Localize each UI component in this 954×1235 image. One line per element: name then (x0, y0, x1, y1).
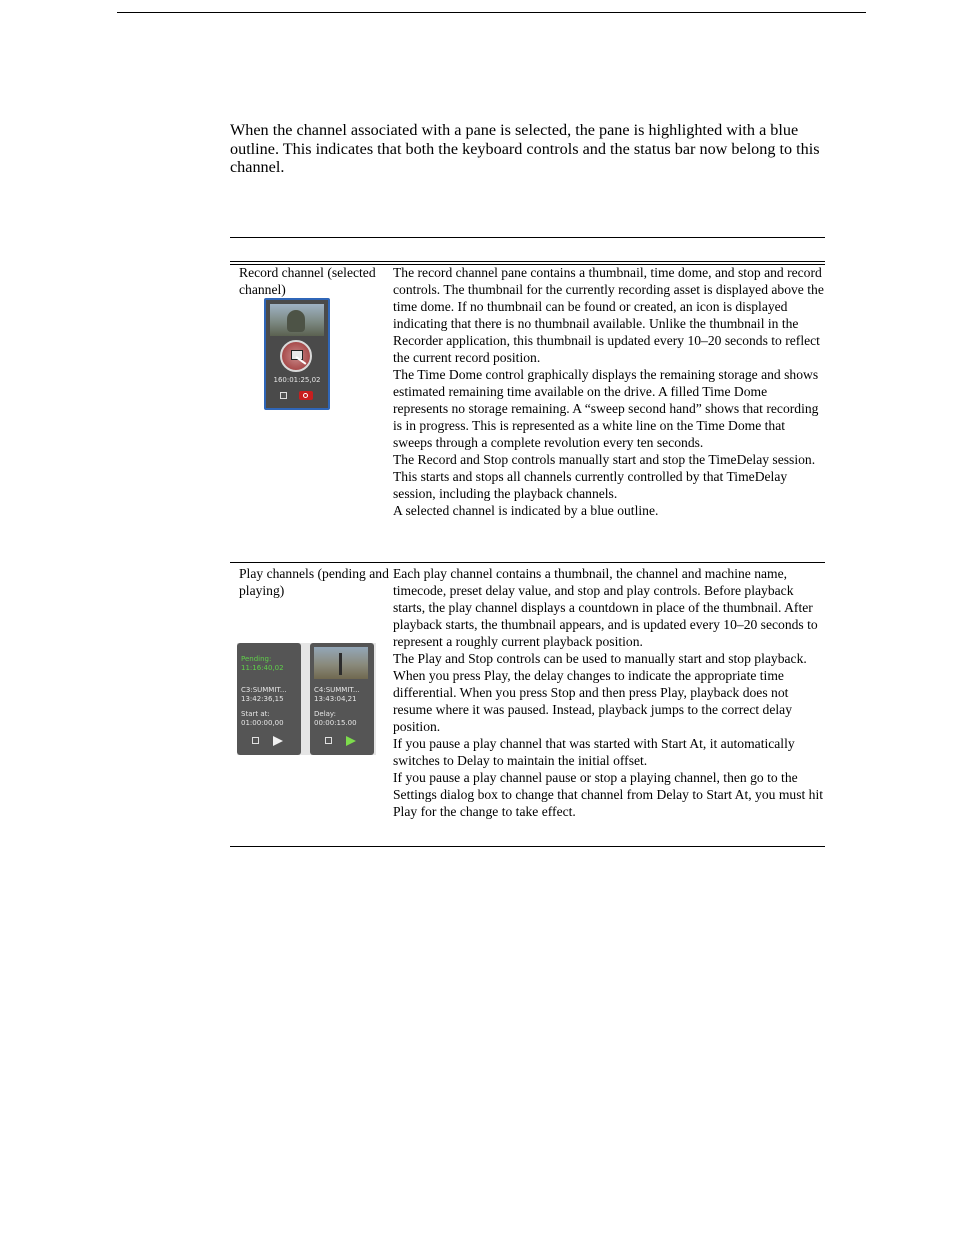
mode-label: Start at: (241, 710, 270, 718)
pending-status: Pending: (241, 655, 272, 663)
channel-name: C4:SUMMIT... (314, 686, 360, 694)
record-thumbnail (270, 304, 324, 336)
row-label-play: Play channels (pending and playing) (239, 566, 389, 598)
record-channel-pane[interactable] (264, 298, 330, 410)
time-dome-icon (280, 340, 312, 372)
play-button[interactable] (273, 736, 283, 746)
play-channel-pane-pending[interactable] (237, 643, 301, 755)
stop-button[interactable] (252, 737, 259, 744)
desc-paragraph: The record channel pane contains a thumbnail, time dome, and stop and record controls. The thumbnail for the currently recording asset is displayed above the time dome. If no thumbnail can be found or created, an icon is displayed indicating that there is no thumbnail available. Unlike the thumbnail in the Recorder application, this thumbnail is updated every 10–20 seconds to reflect the current record position. (393, 265, 824, 365)
channel-timecode: 13:43:04,21 (314, 694, 357, 703)
desc-paragraph: If you pause a play channel that was started with Start At, it automatically switches to Delay to maintain the initial offset. (393, 736, 795, 768)
table-bottom-rule (230, 846, 825, 847)
record-button[interactable] (299, 391, 313, 400)
desc-paragraph: A selected channel is indicated by a blue outline. (393, 503, 659, 518)
channel-name: C3:SUMMIT... (241, 686, 287, 694)
desc-paragraph: The Play and Stop controls can be used to manually start and stop playback. When you press Play, the delay changes to indicate the appropriate time differential. When you press Stop and then press Play, playback does not resume where it was paused. Instead, playback jumps to the correct delay position. (393, 651, 807, 734)
mode-value: 00:00:15.00 (314, 718, 357, 727)
stop-button[interactable] (325, 737, 332, 744)
mode-label: Delay: (314, 710, 336, 718)
header-rule (117, 12, 866, 13)
play-channel-pane-playing[interactable] (310, 643, 374, 755)
desc-paragraph: The Record and Stop controls manually start and stop the TimeDelay session. This starts and stops all channels currently controlled by that TimeDelay session, including the playback channels. (393, 452, 816, 501)
desc-paragraph: If you pause a play channel pause or stop a playing channel, then go to the Settings dialog box to change that channel from Delay to Start At, you must hit Play for the change to take effect. (393, 770, 824, 819)
table-top-rule (230, 237, 825, 238)
row-description-play (393, 565, 825, 820)
row-label-record: Record channel (selected channel) (239, 265, 376, 297)
pending-countdown: 11:16:40,02 (241, 663, 284, 672)
play-channels-image (237, 643, 376, 755)
row-divider (230, 562, 825, 563)
stop-button[interactable] (280, 392, 287, 399)
channel-timecode: 13:42:36,15 (241, 694, 284, 703)
playback-thumbnail (314, 647, 368, 679)
desc-paragraph: Each play channel contains a thumbnail, the channel and machine name, timecode, preset delay value, and stop and play controls. Before playback starts, the play channel displays a countdown in place of the thumbnail. After playback starts, the thumbnail appears, and is updated every 10–20 seconds to represent a roughly current playback position. (393, 566, 818, 649)
desc-paragraph: The Time Dome control graphically displays the remaining storage and shows estimated remaining time available on the drive. A filled Time Dome represents no storage remaining. A “sweep second hand” shows that recording is in progress. This is represented as a white line on the Time Dome that sweeps through a complete revolution every ten seconds. (393, 367, 819, 450)
row-description-record (393, 264, 825, 519)
mode-value: 01:00:00,00 (241, 718, 284, 727)
table-header-rule (230, 261, 825, 262)
record-timecode: 160:01:25,02 (273, 376, 321, 384)
intro-paragraph: When the channel associated with a pane is selected, the pane is highlighted with a blue outline. This indicates that both the keyboard controls and the status bar now belong to this channel. (230, 121, 820, 177)
play-button[interactable] (346, 736, 356, 746)
